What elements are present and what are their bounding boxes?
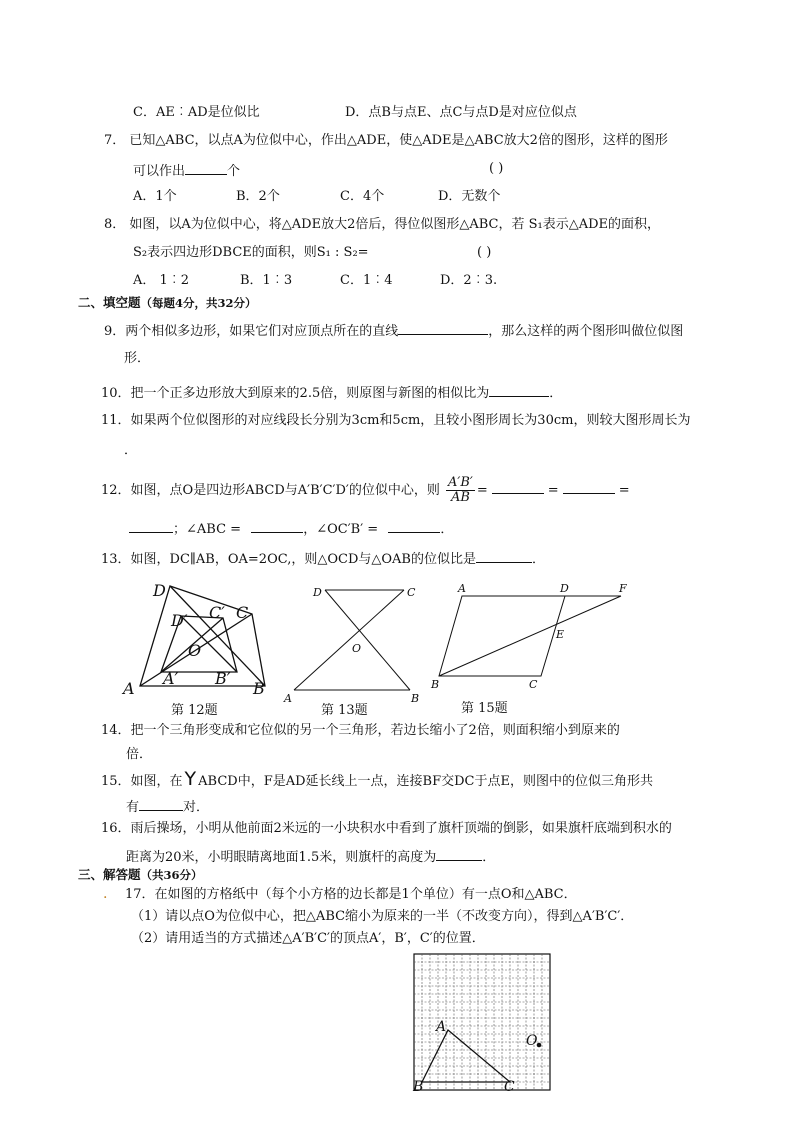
section3-heading [78, 866, 203, 884]
q12-text: 12．如图，点O是四边形ABCD与A′B′C′D′的位似中心，则 [101, 483, 440, 498]
q15-line1 [101, 770, 653, 791]
q7-line2 [133, 160, 240, 181]
q15-text-2-tail: 对． [183, 800, 210, 815]
q15-line2 [126, 796, 209, 817]
fig12-label-b: B [253, 679, 265, 698]
q17-line1: 17．在如图的方格纸中（每个小方格的边长都是1个单位）有一点O和△ABC． [125, 887, 577, 902]
fig15-label-c: C [529, 678, 538, 691]
q6-option-d: D．点B与点E、点C与点D是对应位似点 [345, 105, 577, 120]
fig12-caption: 第 12题 [171, 703, 218, 718]
q12-text-ocb: ，∠OC′B′ = [303, 522, 379, 537]
q12-eq-1: = [476, 483, 488, 498]
fig12-label-dp: D′ [171, 611, 188, 630]
q11-line1: 11．如果两个位似图形的对应线段长分别为3cm和5cm，且较小图形周长为30cm，则较大图形周长为 [101, 413, 691, 428]
q11-line2: ． [124, 443, 138, 458]
section3-title: 三、解答题 [78, 867, 141, 882]
fig12-label-ap: A′ [163, 669, 179, 688]
grid-border [414, 954, 550, 1090]
fig13-label-b: B [411, 692, 420, 702]
q9-text-tail: ，那么这样的两个图形叫做位似图 [488, 324, 684, 339]
q12-eq-2: = [547, 483, 559, 498]
grid-label-b: B [413, 1079, 424, 1095]
q13-blank [476, 548, 532, 563]
q12-text-tail: ． [440, 522, 454, 537]
q8-line2: S₂表示四边形DBCE的面积，则S₁ : S₂= [133, 245, 369, 260]
fig15-caption: 第 15题 [461, 701, 508, 716]
q13-tail: ． [531, 552, 545, 567]
fig13-caption: 第 13题 [321, 703, 368, 718]
fig15-parallelogram [439, 596, 565, 676]
q8-option-d: D．2︰3. [440, 273, 498, 288]
figure-13 [282, 580, 422, 702]
q9-line1 [104, 320, 683, 341]
q13-line [101, 548, 545, 569]
q8-option-b: B．1︰3 [240, 273, 293, 288]
q15-text-2: 有 [126, 800, 140, 815]
q7-option-a: A．1个 [133, 189, 177, 204]
q12-frac-den: AB [450, 490, 470, 505]
fig12-label-bp: B′ [215, 669, 231, 688]
fig13-line-db [325, 590, 410, 690]
q12-line2 [129, 518, 453, 539]
fig12-label-c: C [236, 603, 249, 622]
section2-title: 二、填空题 [78, 295, 141, 310]
q12-eq-3: = [618, 483, 630, 498]
q17-line3: （2）请用适当的方式描述△A′B′C′的顶点A′，B′，C′的位置． [131, 931, 485, 946]
figure-15 [425, 580, 635, 695]
q15-blank [139, 796, 183, 811]
q16-tail: ． [482, 850, 496, 865]
fig13-label-c: C [407, 586, 416, 599]
q15-text: 15．如图，在 [101, 774, 183, 789]
fig13-label-d: D [313, 586, 322, 599]
q8-line1: 8． 如图，以A为位似中心，将△ADE放大2倍后，得位似图形△ABC，若 S₁表示△ADE的面积， [104, 217, 661, 232]
q14-line1: 14．把一个三角形变成和它位似的另一个三角形，若边长缩小了2倍，则面积缩小到原来的 [101, 723, 620, 738]
fig15-label-e: E [556, 628, 565, 641]
fig15-line-bf [439, 596, 621, 676]
q16-text: 距离为20米，小明眼睛离地面1.5米，则旗杆的高度为 [126, 850, 437, 865]
q12-blank-2 [563, 479, 615, 494]
q7-line1: 7． 已知△ABC，以点A为位似中心，作出△ADE，使△ADE是△ABC放大2倍的图形，这样的图形 [104, 133, 668, 148]
q8-paren: ( ) [477, 245, 492, 260]
grid-label-o: O [526, 1033, 538, 1049]
q17-line2: （1）请以点O为位似中心，把△ABC缩小为原来的一半（不改变方向），得到△A′B′C′． [131, 909, 634, 924]
q10-blank [489, 382, 549, 397]
section2-note: （每题4分，共32分） [140, 296, 257, 310]
q12-text-abc: ；∠ABC = [173, 522, 242, 537]
q16-line1: 16．雨后操场，小明从他前面2米远的一小块积水中看到了旗杆顶端的倒影，如果旗杆底端到积水的 [101, 821, 672, 836]
section2-heading [78, 294, 257, 312]
q15-parallelogram-symbol: Y [184, 768, 197, 790]
q12-blank-1 [492, 479, 544, 494]
margin-dot: . [103, 886, 108, 902]
q7-option-c: C．4个 [340, 189, 385, 204]
q7-paren: ( ) [489, 161, 504, 176]
fig12-label-d: D [153, 581, 166, 600]
q9-blank [398, 320, 488, 335]
q10-tail: ． [549, 386, 563, 401]
q12-frac-num: A′B′ [448, 475, 473, 490]
q12-blank-5 [388, 518, 440, 533]
q14-line2: 倍． [126, 747, 153, 762]
figure-12 [115, 574, 275, 704]
q8-option-a: A． 1︰2 [133, 273, 190, 288]
fig13-label-a: A [284, 692, 292, 702]
q7-text-tail: 个 [227, 164, 241, 179]
fig15-label-b: B [431, 678, 440, 691]
q13-text: 13．如图，DC∥AB，OA=2OC,，则△OCD与△OAB的位似比是 [101, 552, 476, 567]
grid-label-c: C [504, 1079, 515, 1095]
section3-note: （共36分） [140, 868, 203, 882]
q7-option-b: B．2个 [236, 189, 280, 204]
q12-fraction [446, 476, 475, 505]
q7-option-d: D．无数个 [438, 189, 501, 204]
q17-grid-figure [410, 950, 555, 1095]
q16-line2 [126, 846, 495, 867]
fig13-line-ca [294, 590, 404, 690]
fig12-label-o: O [188, 641, 202, 660]
fig12-label-cp: C′ [209, 603, 225, 622]
grid-lines [414, 954, 550, 1090]
fig15-label-a: A [458, 582, 466, 595]
q12-blank-4 [251, 518, 303, 533]
q7-text: 可以作出 [133, 164, 186, 179]
q6-option-c: C．AE︰AD是位似比 [133, 105, 260, 120]
fig15-label-d: D [560, 582, 569, 595]
q9-text: 9．两个相似多边形，如果它们对应顶点所在的直线 [104, 324, 399, 339]
fig12-label-a: A [123, 679, 135, 698]
q15-text-tail: ABCD中，F是AD延长线上一点，连接BF交DC于点E，则图中的位似三角形共 [198, 774, 653, 789]
q8-option-c: C．1︰4 [340, 273, 393, 288]
q7-blank [185, 160, 227, 175]
grid-label-a: A [436, 1019, 447, 1035]
q9-line2: 形． [124, 351, 151, 366]
q12-blank-3 [129, 518, 173, 533]
fig15-label-f: F [619, 582, 627, 595]
q12-line1 [101, 474, 630, 508]
q10-line [101, 382, 562, 403]
fig13-label-o: O [352, 642, 362, 655]
q10-text: 10．把一个正多边形放大到原来的2.5倍，则原图与新图的相似比为 [101, 386, 490, 401]
q16-blank [436, 846, 482, 861]
